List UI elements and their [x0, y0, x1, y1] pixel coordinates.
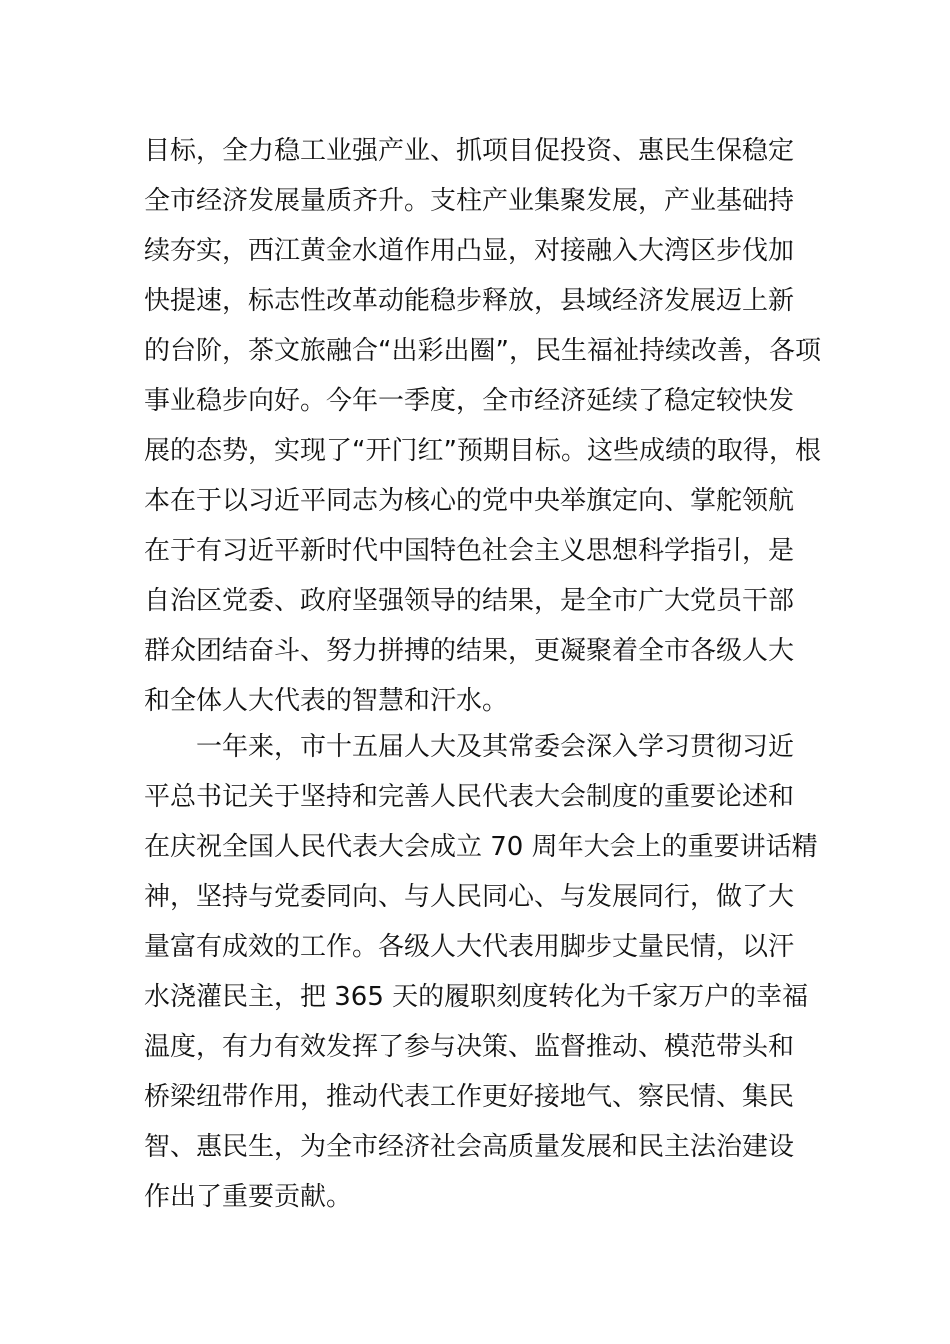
paragraph-line: 目标，全力稳工业强产业、抓项目促投资、惠民生保稳定: [144, 136, 795, 166]
paragraph-2: [144, 722, 818, 1222]
paragraph-1: [144, 126, 821, 726]
paragraph-line: 事业稳步向好。今年一季度，全市经济延续了稳定较快发: [144, 386, 795, 416]
paragraph-line: 量富有成效的工作。各级人大代表用脚步丈量民情，以汗: [144, 932, 795, 962]
paragraph-line: 全市经济发展量质齐升。支柱产业集聚发展，产业基础持: [144, 186, 795, 216]
paragraph-line: 一年来，市十五届人大及其常委会深入学习贯彻习近: [144, 732, 795, 762]
paragraph-line: 的台阶，茶文旅融合“出彩出圈”，民生福祉持续改善，各项: [144, 336, 821, 366]
paragraph-line: 群众团结奋斗、努力拼搏的结果，更凝聚着全市各级人大: [144, 636, 795, 666]
paragraph-line: 在庆祝全国人民代表大会成立 70 周年大会上的重要讲话精: [144, 832, 818, 862]
paragraph-line: 神，坚持与党委同向、与人民同心、与发展同行，做了大: [144, 882, 795, 912]
paragraph-line: 快提速，标志性改革动能稳步释放，县域经济发展迈上新: [144, 286, 795, 316]
paragraph-line: 展的态势，实现了“开门红”预期目标。这些成绩的取得，根: [144, 436, 821, 466]
paragraph-line: 温度，有力有效发挥了参与决策、监督推动、模范带头和: [144, 1032, 795, 1062]
paragraph-line: 智、惠民生，为全市经济社会高质量发展和民主法治建设: [144, 1132, 795, 1162]
paragraph-line: 和全体人大代表的智慧和汗水。: [144, 686, 509, 716]
paragraph-line: 自治区党委、政府坚强领导的结果，是全市广大党员干部: [144, 586, 795, 616]
paragraph-line: 平总书记关于坚持和完善人民代表大会制度的重要论述和: [144, 782, 795, 812]
paragraph-line: 续夯实，西江黄金水道作用凸显，对接融入大湾区步伐加: [144, 236, 795, 266]
paragraph-line: 作出了重要贡献。: [144, 1182, 353, 1212]
paragraph-line: 水浇灌民主，把 365 天的履职刻度转化为千家万户的幸福: [144, 982, 809, 1012]
paragraph-line: 桥梁纽带作用，推动代表工作更好接地气、察民情、集民: [144, 1082, 795, 1112]
paragraph-line: 在于有习近平新时代中国特色社会主义思想科学指引，是: [144, 536, 795, 566]
paragraph-line: 本在于以习近平同志为核心的党中央举旗定向、掌舵领航: [144, 486, 795, 516]
